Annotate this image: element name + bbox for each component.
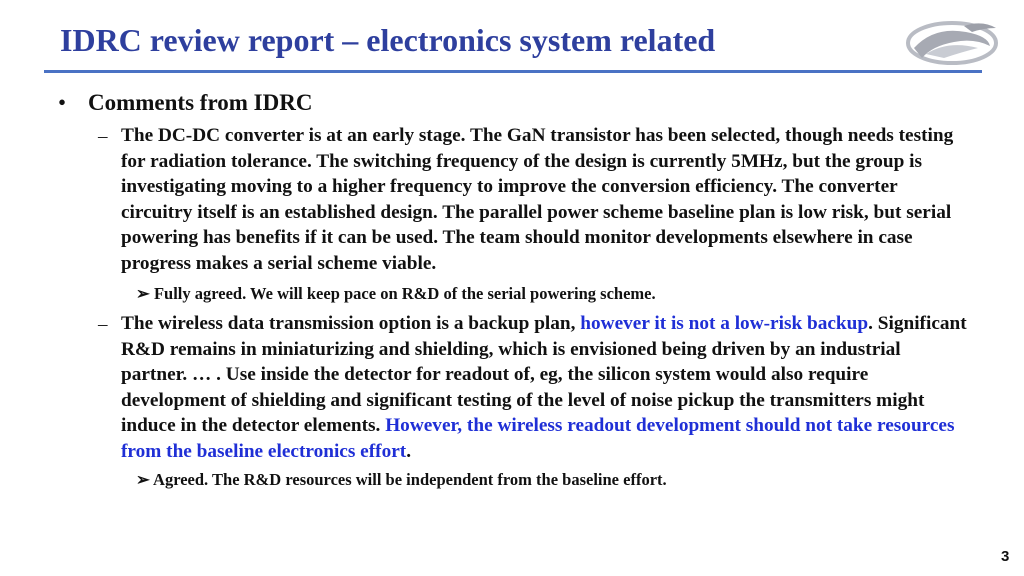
slide-title: IDRC review report – electronics system related [60, 22, 716, 58]
comment-item-1: The DC-DC converter is at an early stage. The GaN transistor has been selected, though needs testing for radiation tolerance. The switching frequency of the design is currently 5MHz, but the group is investigating moving to a higher frequency to improve the conversion efficiency. The converter circuitry itself is an established design. The parallel power scheme baseline plan is low risk, but serial powering has benefits if it can be used. The team should monitor developments elsewhere in case progress makes a serial scheme viable. [121, 125, 954, 274]
heading-text: Comments from IDRC [88, 90, 313, 115]
comment-item-2 [121, 311, 971, 465]
response-2 [136, 470, 667, 490]
item2-highlight-1: however it is not a low-risk backup [580, 313, 869, 334]
item2-text-1: The wireless data transmission option is a backup plan, [121, 313, 581, 334]
section-heading [58, 90, 312, 116]
institute-logo-icon [904, 18, 1000, 68]
response-1-text: Fully agreed. We will keep pace on R&D of the serial powering scheme. [153, 284, 656, 303]
title-underline [44, 70, 982, 73]
arrow-bullet-icon: ➢ [136, 284, 150, 303]
dash-marker-1: – [98, 126, 108, 147]
response-1 [136, 284, 656, 304]
dash-marker-2: – [98, 314, 108, 335]
arrow-bullet-icon: ➢ [136, 470, 150, 489]
bullet-marker: • [58, 90, 67, 115]
item2-text-3: . [406, 440, 412, 462]
response-2-text: Agreed. The R&D resources will be independent from the baseline effort. [153, 470, 667, 489]
page-number: 3 [1001, 548, 1010, 565]
item2-highlight-2: However, the wireless readout development should not take resources from the baseline electronics effort [121, 415, 955, 462]
item2-text-2: . Significant R&D remains in miniaturizing and shielding, which is envisioned being driven by an industrial partner. … . Use inside the detector for readout of, eg, the silicon system would also require development of shielding and significant testing of the level of noise pickup the transmitters might induce in the detector elements. [121, 313, 967, 437]
